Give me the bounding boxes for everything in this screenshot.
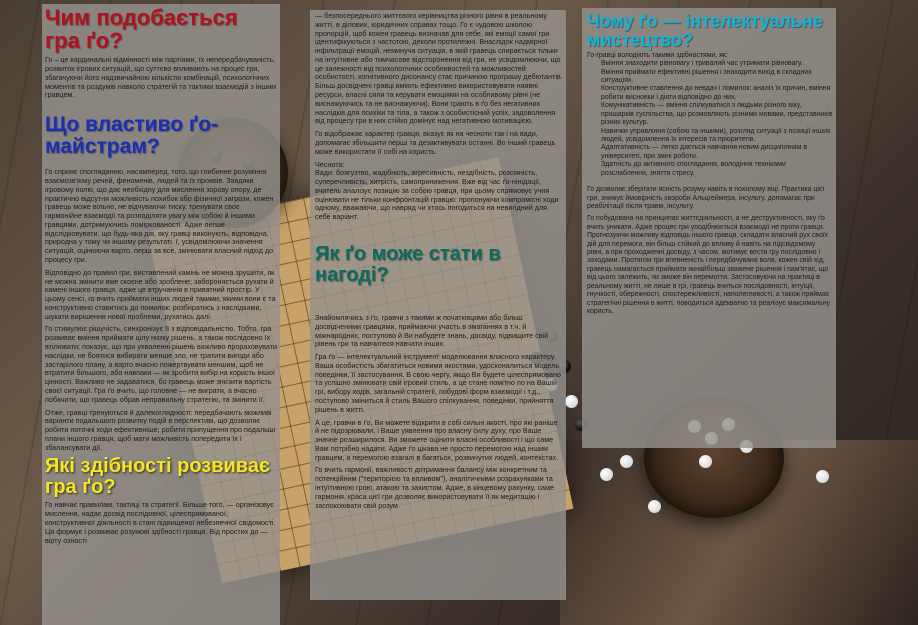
right-text-panel <box>582 8 836 448</box>
paragraph: Го побудована на принципах життєдіяльності, а не деструктивності, яку ґо вчить уникати. Адже процес гри уподібнюється взаємодії не проти гравця. Прогнозуючи можливу відповідь іншого гравця, складати власний рух своїх дій для перемоги, він більш стійкий до впливу й навіть на підсвідомому рівні, а при проходженні досвіду, з часом, мотивує вести гру послідовно і заходами. Протягом гри впевненість і передбачувана воля, кожен свій хід, гравець намагається приймати якнайбільш зважене рішення і пам'ятає, що від цього залежить, чи зможе він перемогти. Застосовуючи на практиці в реальному житті, не лише в грі, гравець вчиться послідовності, інтуїції, гнучкості, обережності, спостережливості, наполегливості, а також приймає стратегічні рішення в житті, поводиться адекватно та реалізує максимальну користь. <box>587 215 831 316</box>
white-stone <box>699 455 712 468</box>
heading-go-masters: Що властиво ґо-майстрам? <box>45 113 219 159</box>
paragraph: Вади: боягузтво, жадібність, агресивність, нездібність, розсіяність, суперечливість, хитрість, самопринижения. Вже від час ґо-нінідації, вчитель аналізує позицію за собою гравця, при цьому спрямовує учня оцінювати не тільки конфронтацій гравцю: пропонуючи компромісні ходи одному, вважаючи, що навряд чи хтось погодиться на невигідний для себе варіант. <box>315 168 559 222</box>
heading-abilities: Які здібності розвиває гра ґо? <box>45 455 271 499</box>
white-stone <box>565 395 578 408</box>
paragraph: Го дозволяє зберігати ясність розуму навіть в похилому віці. Практика цієї гри, знижує ймовірність хвороби Альцгеймера, інсульту, допомагає при реабілітації після травм, інсульту. <box>587 186 825 210</box>
paragraph: А це, гравчи в ґо, Ви можете відкрити в собі сильні якості, про які раніше й не підозрювали, і Ваше уявлення про власну силу духу, про Ваше значне розширилося. Ви зможете оцінити власні особливості і що саме Вам потрібно надати. Адже ґо цікава не просто перемогою над іншим гравцем, а перемогою взагалі в багатьох, розвинутих людей, контекстах. <box>315 417 559 462</box>
paragraph: Отже, гравці тренуються й далекоглядності: передбачають можливі варіанти подальшого розвитку подій в перспективі, що дозволяє робити поточні ходи ефективніше; робити припущення про подальші плани іншого гравця, щоб мати можливість попередити їх і збалансувати дії. <box>45 407 276 452</box>
list-item: Комунікативність — вміння спілкуватися з людьми різного віку, прошарків суспільства, що розмовляють різними мовами, представників різних культур. <box>601 102 833 127</box>
white-stone <box>620 455 633 468</box>
list-item: Конструктивне ставлення до невдач і помилок: аналіз їх причин, вміння робити висновки і діяти відповідно до них. <box>601 85 831 101</box>
paragraph: Відповідно до правил гри, виставлений камінь не можна зрушити, як не можна змінити вже скоєне або зроблене; забороняється рухати й камені іншого гравця, адже це втручання в приватний простір. У цьому сенсі, го вчить приймати інших людей такими, якими вони є та конструктивно ставитись до помилок: розбиратись з наслідками, шукати вирішення нової проблеми, рухатись далі. <box>45 267 276 321</box>
list-item: Адаптативність — легко дається навчання новим дисциплінам в університеті, при зміні роботи. <box>601 144 808 160</box>
paragraph: Гра ґо — інтелектуальний інструмент моделювання власного характеру. Ваша особистість збагатиться новими якостями, удосконалиться модель поведінки, її застосування. В свою чергу, якщо Ви будете цілеспрямовано та успішно змінювати свій ігровий стиль, а це стане помітно по на Вашій грі, вибору ходів, загальній стратегії, побудові форм взаємодії і т.д., поступово зміниться й стиль Вашого спілкування, поведінки, прийняття рішень в житті. <box>315 352 561 414</box>
paragraph: Го навчає правилам, тактиці та стратегії. Більше того, — організовує мислення, надає досвід послідовної, цілеспрямованої, конструктивної діяльності в стані підвищеної небезпечної свідомості. Ця формує і розвиває розумові здібності гравця. Від простих до — вірту озності <box>45 500 276 545</box>
paragraph: Го стимулює рішучість, синхронізує її з відповідальністю. Тобто, гра розвиває вміння приймати цілу низку рішень, а також послідовно їх втілювати; показує, що при ухваленні рішень важливо прораховувати наслідки, не боятися вибирати менше зло, не тратити вигоди або застарілого плану, а варто вчасно пожертвувати меншим, щоб не втратити більшого, або навпаки — як зробити вибір на користь іншої цінності. Важливо не задаватися, бо гравець може знизити вартість своєї ситуації. Гра ґо вчить, що головне — не виграти, а вчасно побачити, що гравець обрав неправильну стратегію, та змінити її. <box>45 324 278 404</box>
list-item: Вміння приймати ефективні рішення і знаходити вихід в складних ситуаціях. <box>601 68 812 85</box>
heading-how-useful: Як ґо може стати в нагоді? <box>315 242 501 286</box>
paragraph: — безпосереднього життєвого керівництва різного рівня в реальному житті, в ділових, юридичних справах тощо. Го є чудовою школою пропорцій, щоб кожен гравець визначав для себе, які емоції самої гри ідентифікуються з частотою, деколи протилежні. Внаслідок надмірної інфільтрації емоцій, неминуча ситуація, в якій гравець спирається тільки на інтуїтивне або тимчасове відсторонення від гри, не усвідомлюючи, що це залежності від психологічних особливостей та можливостей особистості, когнітивного дисонансу стає причиною програшу дебютантів. Більш досвідчені гравці вміють ефективно використовувати наявні ресурси, власні сили та керувати емоціями на особливому рівні (не виснажуючись та не виснажуючи). Вони грають в ґо без негативних наслідків для психіки та тіла, а також з особистісний успіх, задоволення від процесу гри в них стійко домінує над негативною мотивацією. <box>315 11 563 126</box>
heading-intellectual-art: Чому ґо — інтелектуальне мистецтво? <box>587 11 823 50</box>
white-stone <box>648 500 661 513</box>
middle-text-panel <box>310 10 566 600</box>
paragraph: Го відображає характер гравця, вказує як на чесноти так і на вади, допомагає збільшити перші та дезактивувати останні. Во інший гравець може використати її собі на користь. <box>315 129 556 156</box>
paragraph: Знайомлячись з ґо, гравчи з такими ж початківцями або більш досвідченими гравцями, приймаючи участь в змаганнях в т.ч. й міжнародних, поступово й Ви набудете знань, досвіду, підвищите свій рівень гри та навчитеся навчати інших. <box>315 312 549 349</box>
list-item: Навички управління (собою та іншими), розгляд ситуації з позиції інших людей, усвідомлення їх інтересів та пріоритетів. <box>601 127 831 143</box>
white-stone <box>816 470 829 483</box>
paragraph: Чеснота: <box>315 159 345 169</box>
white-stone <box>600 468 613 481</box>
paragraph: Го – це кардинальні відмінності між партіями, їх непередбачуваність, розвиток ігрових ситуацій, що суттєво впливають на процес гри, збагачуючи його надзвичайною кількістю комбінацій, психологічних моментів та роздумів навколо стратегій та тактики взаємодій з іншим гравцем. <box>45 55 277 100</box>
paragraph: Го-гравці володіють такими здібностями, як: <box>587 51 728 59</box>
left-text-panel <box>42 4 280 625</box>
paragraph: Го вчить гармонії, важливості дотримання балансу між конкретним та потенційним ("територією та впливом"), аналітичними розрахунками та інтуїтивною грою, атакою та захистом. Адже, в кінцевому рахунку, саме гармонія, краса цієї гри дозволяє використовувати її як медитацію і заспокоювати свій розум. <box>315 465 554 510</box>
heading-what-is-liked: Чим подобається гра ґо? <box>45 5 238 54</box>
list-item: Вміння знаходити рівновагу і тривалий час утримати рівновагу. <box>601 60 803 68</box>
paragraph: Го сприяє спогляданню, насамперед, того, що глибинне розуміння взаємозв'язку речей, феноменів, людей та їх проявів. Завдяки ігровому полю, що дає необхідну для мислення зорову опору, де практично відсутня можливість похибок або фізичної загрози, кожен гравець може вільно, не відчуваючи тиску, тренувати своє гармонійне взаємодії та розподіляти увагу між собою й іншими гравцями, дотримуючись поміркованості. Адже легше відслідковувати, що будь-яка дія, яку гравці виконують, відповідна, природна у тому чи іншому результаті. І, усвідомлюючи значення ситуацій, оцінюючи варто, перш за все, змінювати власний підхід до процесу гри. <box>45 167 274 264</box>
list-item: Здатність до активного споглядання, володіння техніками розслаблення, зняття стресу. <box>601 161 786 177</box>
